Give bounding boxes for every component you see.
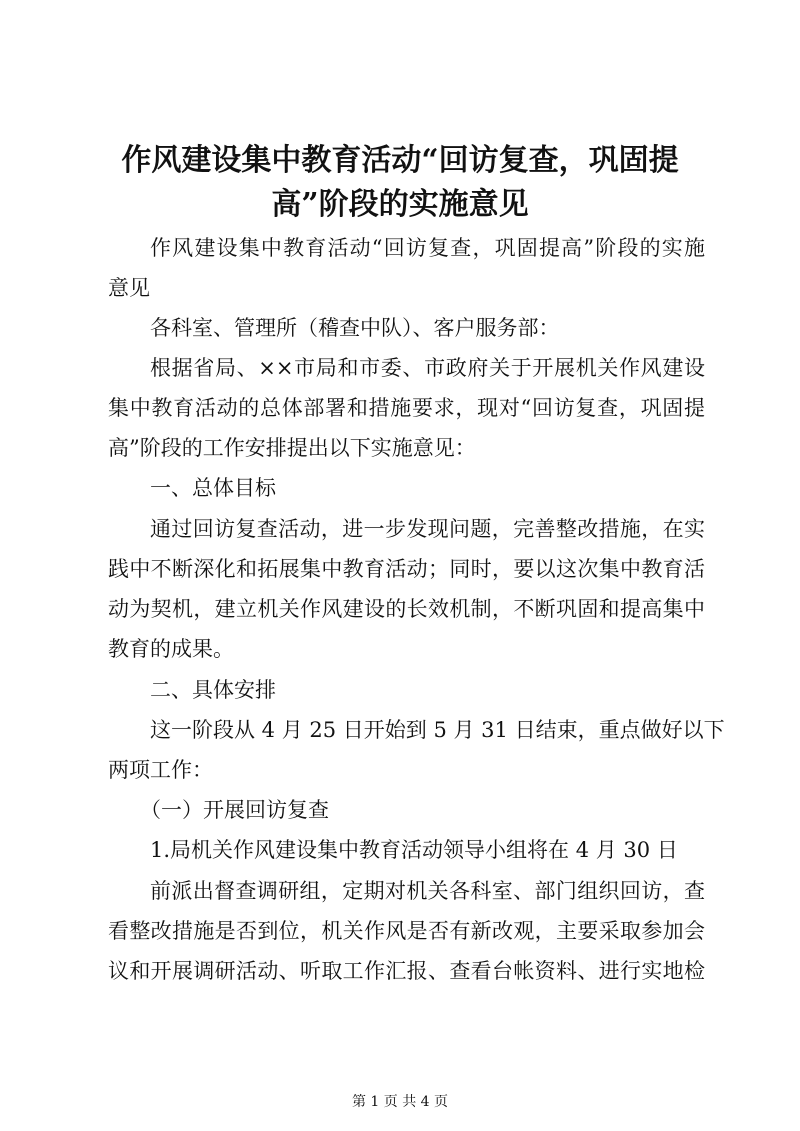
body-line: 意见 (108, 276, 150, 300)
body-line: 1.局机关作风建设集中教育活动领导小组将在 4 月 30 日 (150, 838, 678, 862)
body-line: 动为契机，建立机关作风建设的长效机制，不断巩固和提高集中 (108, 597, 705, 621)
body-line: 高”阶段的工作安排提出以下实施意见： (108, 436, 476, 460)
body-line: 这一阶段从 4 月 25 日开始到 5 月 31 日结束，重点做好以下 (150, 718, 725, 742)
page-footer: 第 1 页 共 4 页 (351, 1094, 449, 1110)
body-line: 作风建设集中教育活动“回访复查，巩固提高”阶段的实施 (150, 236, 705, 260)
body-line: 前派出督查调研组，定期对机关各科室、部门组织回访，查 (150, 879, 705, 903)
body-line: 教育的成果。 (108, 637, 234, 661)
body-line: 议和开展调研活动、听取工作汇报、查看台帐资料、进行实地检 (108, 959, 705, 983)
section-heading: 二、具体安排 (150, 678, 276, 702)
addressee-line: 各科室、管理所（稽查中队）、客户服务部： (150, 316, 560, 340)
document-title-line-1: 作风建设集中教育活动“回访复查，巩固提 (121, 143, 679, 178)
body-line: 根据省局、××市局和市委、市政府关于开展机关作风建设 (150, 356, 705, 380)
section-heading: 一、总体目标 (150, 476, 276, 500)
body-line: 通过回访复查活动，进一步发现问题，完善整改措施，在实 (150, 517, 705, 541)
document-title-line-2: 高”阶段的实施意见 (271, 187, 529, 222)
body-line: 践中不断深化和拓展集中教育活动；同时，要以这次集中教育活 (108, 557, 705, 581)
body-line: 两项工作： (108, 758, 213, 782)
body-line: 看整改措施是否到位，机关作风是否有新改观，主要采取参加会 (108, 919, 705, 943)
subsection-heading: （一）开展回访复查 (140, 798, 329, 822)
body-line: 集中教育活动的总体部署和措施要求，现对“回访复查，巩固提 (108, 396, 705, 420)
